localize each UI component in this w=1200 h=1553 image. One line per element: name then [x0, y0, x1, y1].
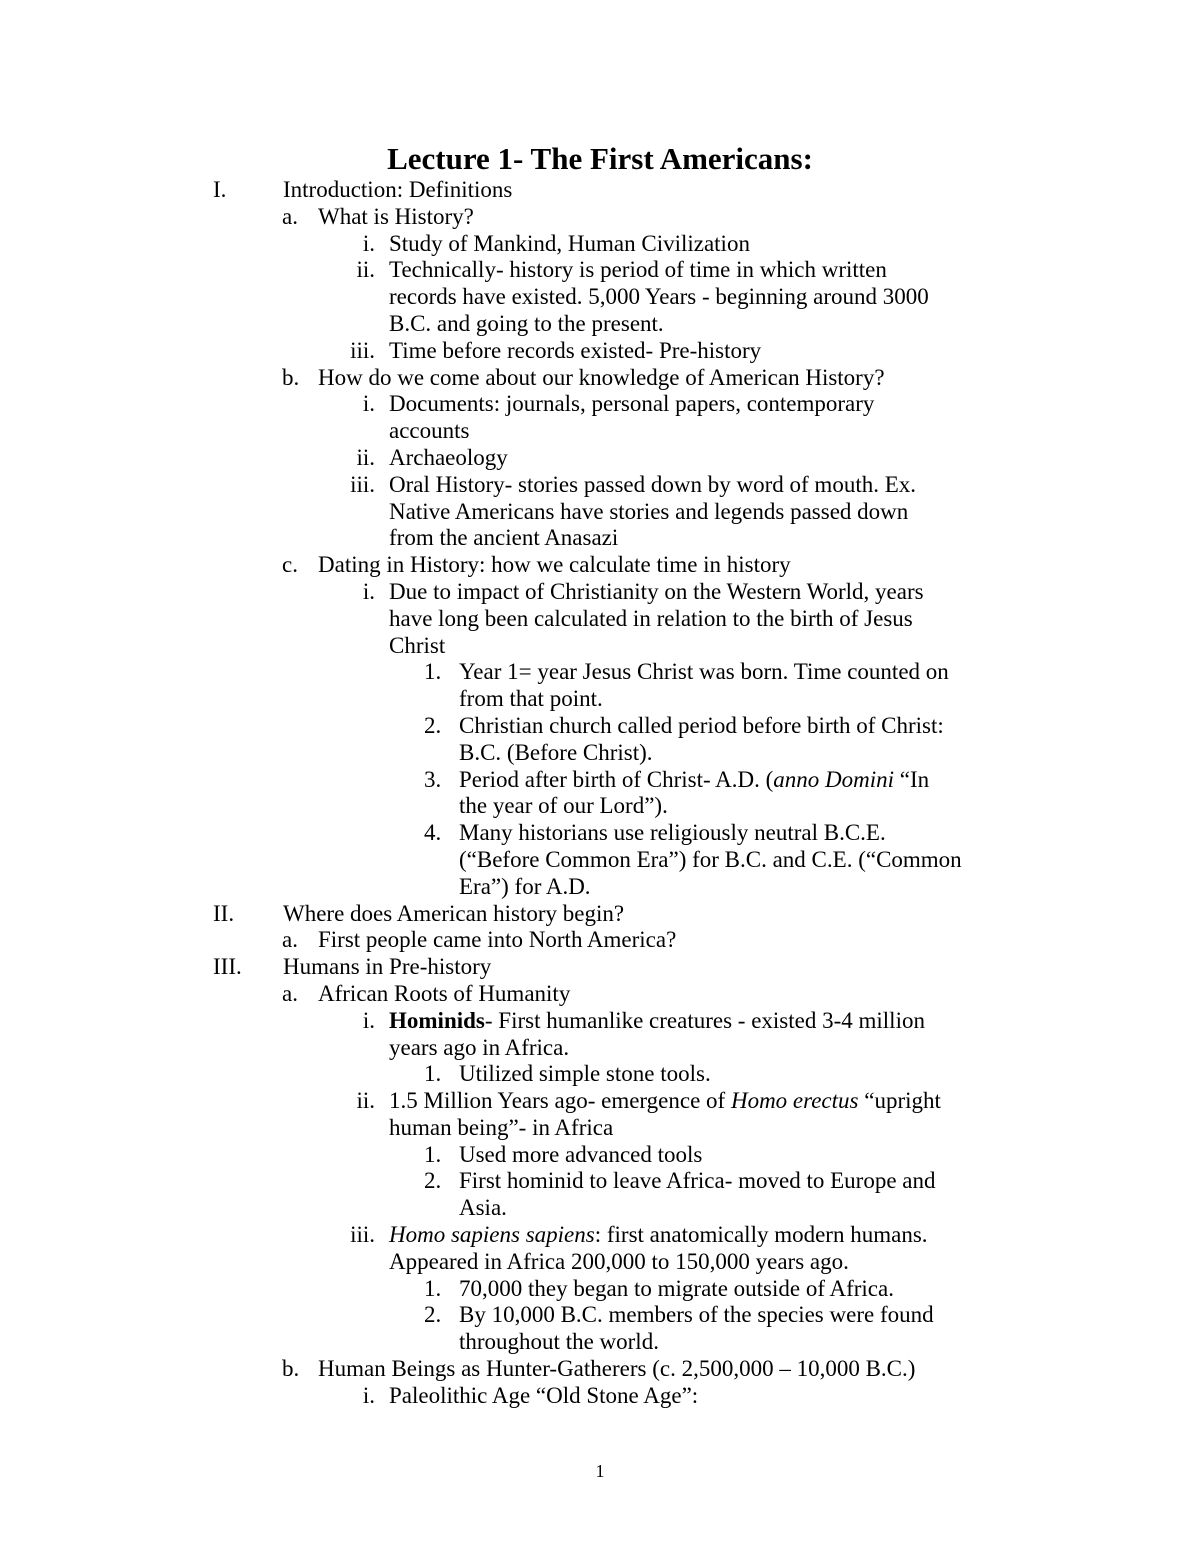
outline-marker: II.	[213, 900, 235, 926]
outline-text-run: Homo erectus	[730, 1088, 859, 1114]
outline-marker: 2.	[424, 1302, 442, 1328]
outline-text: human being”- in Africa	[389, 1114, 614, 1140]
outline-text: accounts	[389, 418, 470, 444]
outline-text: What is History?	[318, 203, 474, 229]
outline-text: By 10,000 B.C. members of the species were found	[459, 1302, 934, 1328]
outline-line	[0, 981, 1200, 1008]
outline-marker: b.	[282, 1356, 300, 1382]
outline-text	[389, 1222, 928, 1249]
outline-text: Oral History- stories passed down by word of mouth. Ex.	[389, 471, 917, 497]
outline-marker: 2.	[424, 1168, 442, 1194]
outline-text: B.C. (Before Christ).	[459, 739, 653, 765]
outline-marker: iii.	[350, 1222, 375, 1248]
outline-line	[0, 1222, 1200, 1249]
lecture-outline	[0, 177, 1200, 1410]
outline-text	[459, 767, 929, 794]
page-number: 1	[595, 1461, 605, 1481]
outline-line	[0, 1115, 1200, 1142]
outline-marker: 3.	[424, 766, 442, 792]
outline-marker: a.	[282, 927, 298, 953]
outline-marker: a.	[282, 203, 298, 229]
outline-line	[0, 1142, 1200, 1169]
outline-line	[0, 1168, 1200, 1195]
outline-text	[389, 1088, 941, 1115]
outline-text: B.C. and going to the present.	[389, 310, 664, 336]
outline-marker: 1.	[424, 659, 442, 685]
outline-line	[0, 874, 1200, 901]
outline-line	[0, 1276, 1200, 1303]
outline-text-run: - First humanlike creatures - existed 3-4 million	[484, 1007, 925, 1033]
outline-marker: I.	[213, 177, 227, 202]
outline-line	[0, 713, 1200, 740]
outline-marker: ii.	[356, 257, 375, 283]
outline-marker: i.	[362, 1382, 375, 1408]
outline-text: Appeared in Africa 200,000 to 150,000 years ago.	[389, 1248, 849, 1274]
outline-text: Introduction: Definitions	[283, 177, 513, 202]
outline-text: Archaeology	[389, 444, 508, 470]
outline-text: from the ancient Anasazi	[389, 525, 619, 551]
outline-line	[0, 579, 1200, 606]
outline-marker: i.	[362, 578, 375, 604]
outline-text: Study of Mankind, Human Civilization	[389, 230, 750, 256]
outline-line	[0, 1088, 1200, 1115]
outline-line	[0, 177, 1200, 204]
outline-line	[0, 311, 1200, 338]
outline-line	[0, 847, 1200, 874]
outline-line	[0, 927, 1200, 954]
outline-text: Christian church called period before birth of Christ:	[459, 712, 944, 738]
outline-text: Documents: journals, personal papers, contemporary	[389, 391, 875, 417]
outline-marker: 4.	[424, 820, 442, 846]
outline-text: Where does American history begin?	[283, 900, 625, 926]
outline-text: Human Beings as Hunter-Gatherers (c. 2,500,000 – 10,000 B.C.)	[318, 1356, 916, 1382]
page-title: Lecture 1- The First Americans:	[387, 141, 813, 176]
outline-line	[0, 445, 1200, 472]
outline-marker: ii.	[356, 1088, 375, 1114]
outline-text-run: “In	[894, 766, 930, 792]
outline-text: (“Before Common Era”) for B.C. and C.E. (“Common	[459, 846, 962, 872]
outline-line	[0, 499, 1200, 526]
outline-line	[0, 686, 1200, 713]
outline-line	[0, 365, 1200, 392]
outline-text: Christ	[389, 632, 446, 658]
outline-text: Technically- history is period of time in which written	[389, 257, 887, 283]
outline-text: records have existed. 5,000 Years - beginning around 3000	[389, 284, 929, 310]
outline-text: Native Americans have stories and legends passed down	[389, 498, 909, 524]
outline-line	[0, 552, 1200, 579]
outline-line	[0, 284, 1200, 311]
outline-line	[0, 740, 1200, 767]
outline-line	[0, 659, 1200, 686]
outline-text: First hominid to leave Africa- moved to Europe and	[459, 1168, 936, 1194]
outline-line	[0, 793, 1200, 820]
outline-line	[0, 391, 1200, 418]
outline-marker: iii.	[350, 471, 375, 497]
outline-marker: i.	[362, 1007, 375, 1033]
outline-text-run: : first anatomically modern humans.	[594, 1222, 928, 1248]
outline-marker: a.	[282, 980, 298, 1006]
outline-line	[0, 1302, 1200, 1329]
outline-marker: 1.	[424, 1141, 442, 1167]
outline-text: How do we come about our knowledge of American History?	[318, 364, 885, 390]
outline-line	[0, 204, 1200, 231]
outline-line	[0, 606, 1200, 633]
outline-line	[0, 954, 1200, 981]
outline-line	[0, 820, 1200, 847]
outline-text: First people came into North America?	[318, 927, 677, 953]
outline-line	[0, 1061, 1200, 1088]
outline-marker: b.	[282, 364, 300, 390]
outline-text: Time before records existed- Pre-history	[389, 337, 762, 363]
outline-text: Humans in Pre-history	[283, 954, 492, 980]
outline-line	[0, 1008, 1200, 1035]
outline-text: the year of our Lord”).	[459, 793, 668, 819]
outline-text: Utilized simple stone tools.	[459, 1061, 711, 1087]
outline-text: Year 1= year Jesus Christ was born. Time counted on	[459, 659, 949, 685]
outline-marker: 1.	[424, 1061, 442, 1087]
outline-text: from that point.	[459, 686, 603, 712]
outline-text: Due to impact of Christianity on the Western World, years	[389, 578, 924, 604]
outline-marker: c.	[282, 552, 298, 578]
outline-marker: ii.	[356, 444, 375, 470]
outline-line	[0, 901, 1200, 928]
outline-text-run: Period after birth of Christ- A.D. (	[459, 766, 774, 792]
outline-text: Era”) for A.D.	[459, 873, 591, 899]
outline-text-run: Homo sapiens sapiens	[389, 1222, 595, 1248]
outline-text-run: 1.5 Million Years ago- emergence of	[389, 1088, 731, 1114]
outline-line	[0, 231, 1200, 258]
outline-text: have long been calculated in relation to the birth of Jesus	[389, 605, 913, 631]
outline-marker: 1.	[424, 1275, 442, 1301]
outline-line	[0, 767, 1200, 794]
outline-line	[0, 1249, 1200, 1276]
outline-text-run: anno Domini	[773, 766, 895, 792]
outline-text	[389, 1008, 925, 1035]
outline-line	[0, 472, 1200, 499]
outline-line	[0, 1329, 1200, 1356]
outline-marker: 2.	[424, 712, 442, 738]
outline-line	[0, 257, 1200, 284]
outline-line	[0, 1383, 1200, 1410]
outline-text: years ago in Africa.	[389, 1034, 570, 1060]
outline-line	[0, 1195, 1200, 1222]
outline-text: Asia.	[459, 1195, 507, 1221]
outline-marker: iii.	[350, 337, 375, 363]
outline-line	[0, 633, 1200, 660]
outline-line	[0, 418, 1200, 445]
outline-line	[0, 1035, 1200, 1062]
outline-marker: i.	[362, 391, 375, 417]
outline-text: Used more advanced tools	[459, 1141, 703, 1167]
outline-text-run: “upright	[858, 1088, 941, 1114]
outline-text: Paleolithic Age “Old Stone Age”:	[389, 1382, 699, 1408]
outline-text: African Roots of Humanity	[318, 980, 571, 1006]
outline-text-run: Hominids	[389, 1007, 485, 1033]
outline-line	[0, 338, 1200, 365]
outline-line	[0, 1356, 1200, 1383]
outline-text: Many historians use religiously neutral B.C.E.	[459, 820, 886, 846]
outline-text: throughout the world.	[459, 1329, 659, 1355]
outline-line	[0, 525, 1200, 552]
outline-text: Dating in History: how we calculate time in history	[318, 552, 791, 578]
outline-marker: III.	[213, 954, 242, 980]
outline-marker: i.	[362, 230, 375, 256]
outline-text: 70,000 they began to migrate outside of Africa.	[459, 1275, 894, 1301]
